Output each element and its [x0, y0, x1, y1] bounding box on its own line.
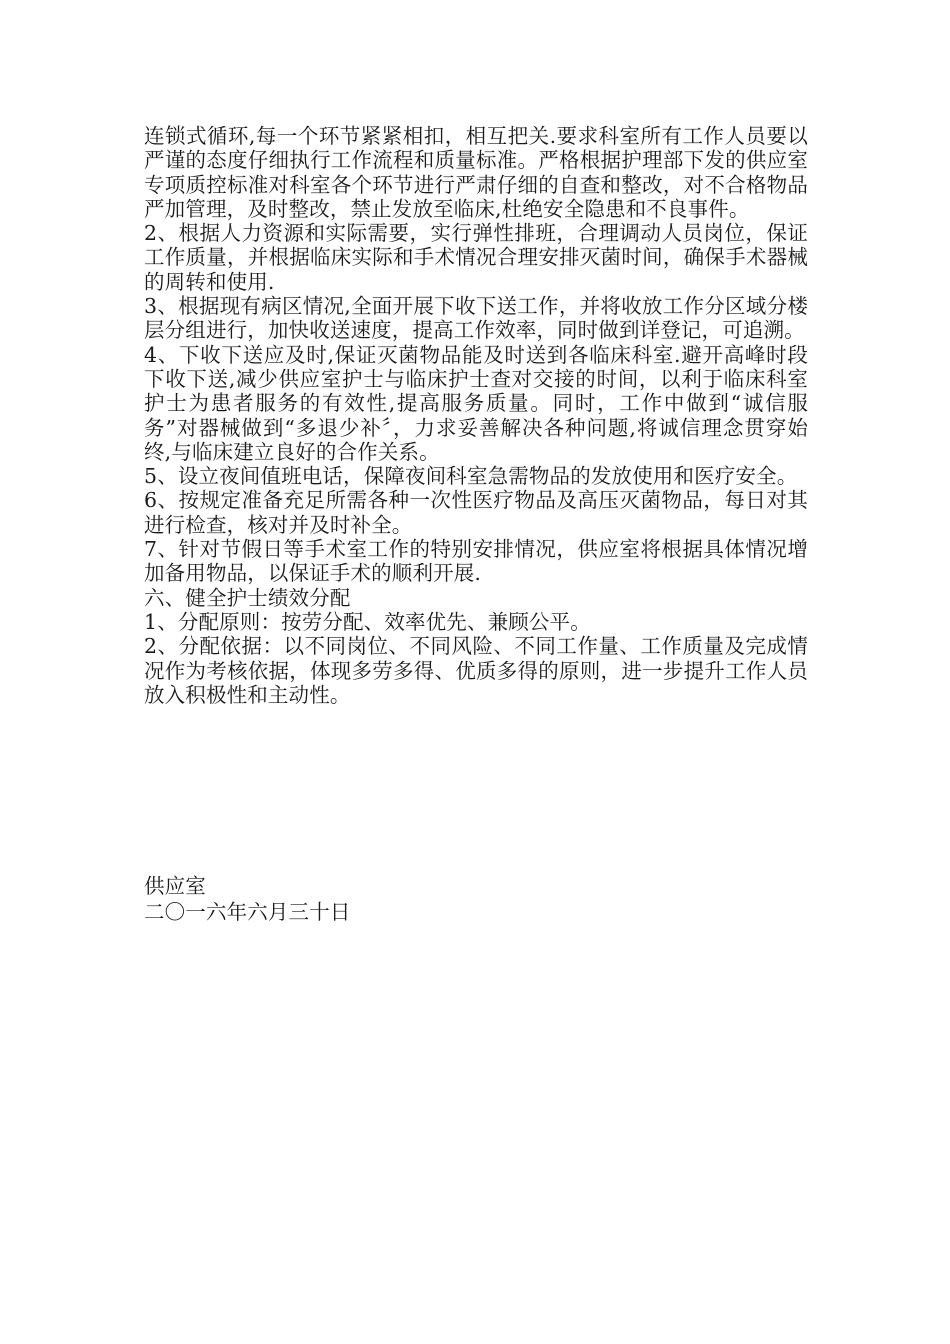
signature-department: 供应室	[144, 874, 206, 898]
paragraph-distribution-basis: 2、分配依据：以不同岗位、不同风险、不同工作量、工作质量及完成情况作为考核依据，体现多劳多得、优质多得的原则，进一步提升工作人员放入积极性和主动性。	[144, 634, 808, 707]
signature-block	[144, 873, 351, 925]
paragraph-item-6: 6、按规定准备充足所需各种一次性医疗物品及高压灭菌物品，每日对其进行检查，核对并及时补全。	[144, 488, 808, 537]
section-heading-6: 六、健全护士绩效分配	[144, 585, 351, 610]
paragraph-item-5: 5、设立夜间值班电话，保障夜间科室急需物品的发放使用和医疗安全。	[144, 464, 798, 489]
paragraph-item-3: 3、根据现有病区情况,全面开展下收下送工作，并将收放工作分区域分楼层分组进行，加快收送速度，提高工作效率，同时做到详登记，可追溯。	[144, 294, 808, 343]
paragraph-item-2: 2、根据人力资源和实际需要，实行弹性排班，合理调动人员岗位，保证工作质量，并根据临床实际和手术情况合理安排灭菌时间，确保手术器械的周转和使用.	[144, 221, 808, 294]
paragraph-continuation: 连锁式循环,每一个环节紧紧相扣，相互把关.要求科室所有工作人员要以严谨的态度仔细执行工作流程和质量标准。严格根据护理部下发的供应室专项质控标准对科室各个环节进行严肃仔细的自查和整改，对不合格物品严加管理，及时整改，禁止发放至临床,杜绝安全隐患和不良事件。	[144, 124, 808, 221]
paragraph-item-4: 4、下收下送应及时,保证灭菌物品能及时送到各临床科室.避开高峰时段下收下送,减少供应室护士与临床护士查对交接的时间，以利于临床科室护士为患者服务的有效性,提高服务质量。同时，工作中做到“诚信服务”对器械做到“多退少补〞，力求妥善解决各种问题,将诚信理念贯穿始终,与临床建立良好的合作关系。	[144, 342, 808, 464]
document-body	[144, 124, 808, 707]
paragraph-distribution-principle: 1、分配原则：按劳分配、效率优先、兼顾公平。	[144, 609, 591, 634]
signature-date: 二〇一六年六月三十日	[144, 900, 351, 924]
paragraph-item-7: 7、针对节假日等手术室工作的特别安排情况，供应室将根据具体情况增加备用物品，以保证手术的顺利开展.	[144, 537, 808, 586]
